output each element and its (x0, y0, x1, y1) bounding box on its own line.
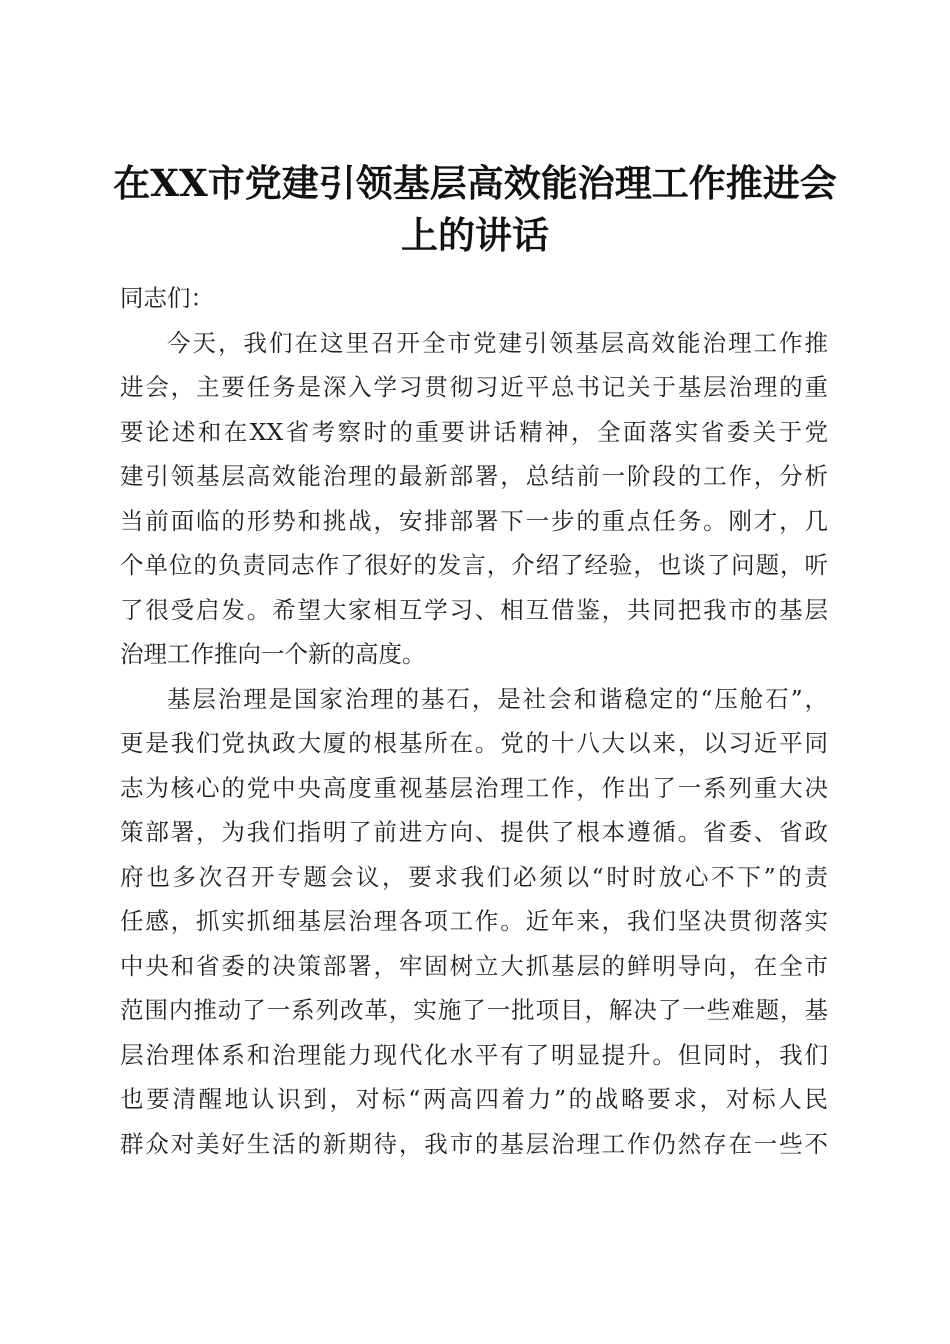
document-title (100, 157, 850, 261)
paragraph-line: 今天，我们在这里召开全市党建引领基层高效能治理工作推 (167, 328, 828, 357)
paragraph-line: 也要清醒地认识到，对标“两高四着力”的战略要求，对标人民 (120, 1085, 828, 1113)
paragraph-line: 要论述和在XX省考察时的重要讲话精神，全面落实省委关于党 (120, 417, 828, 446)
salutation: 同志们： (120, 284, 214, 312)
paragraph-line: 府也多次召开专题会议，要求我们必须以“时时放心不下”的责 (120, 862, 828, 891)
paragraph-1 (120, 321, 828, 677)
paragraph-line: 中央和省委的决策部署，牢固树立大抓基层的鲜明导向，在全市 (120, 951, 828, 980)
paragraph-line: 治理工作推向一个新的高度。 (120, 640, 426, 668)
paragraph-2 (120, 677, 828, 1167)
title-line-2: 上的讲话 (401, 212, 549, 257)
paragraph-line: 层治理体系和治理能力现代化水平有了明显提升。但同时，我们 (120, 1040, 828, 1069)
paragraph-line: 了很受启发。希望大家相互学习、相互借鉴，共同把我市的基层 (120, 595, 828, 624)
paragraph-line: 范围内推动了一系列改革，实施了一批项目，解决了一些难题，基 (120, 996, 828, 1024)
paragraph-line: 群众对美好生活的新期待，我市的基层治理工作仍然存在一些不 (120, 1129, 828, 1158)
document-body (120, 276, 828, 1166)
paragraph-line: 当前面临的形势和挑战，安排部署下一步的重点任务。刚才，几 (120, 506, 828, 535)
paragraph-line: 进会，主要任务是深入学习贯彻习近平总书记关于基层治理的重 (120, 373, 828, 401)
paragraph-line: 志为核心的党中央高度重视基层治理工作，作出了一系列重大决 (120, 773, 828, 802)
paragraph-line: 个单位的负责同志作了很好的发言，介绍了经验，也谈了问题，听 (120, 551, 828, 579)
paragraph-line: 策部署，为我们指明了前进方向、提供了根本遵循。省委、省政 (120, 818, 828, 846)
title-line-1: 在XX市党建引领基层高效能治理工作推进会 (113, 160, 837, 205)
paragraph-line: 基层治理是国家治理的基石，是社会和谐稳定的“压舱石”， (167, 684, 828, 713)
paragraph-line: 任感，抓实抓细基层治理各项工作。近年来，我们坚决贯彻落实 (120, 907, 828, 935)
paragraph-line: 建引领基层高效能治理的最新部署，总结前一阶段的工作，分析 (120, 462, 828, 490)
paragraph-line: 更是我们党执政大厦的根基所在。党的十八大以来，以习近平同 (120, 729, 828, 757)
